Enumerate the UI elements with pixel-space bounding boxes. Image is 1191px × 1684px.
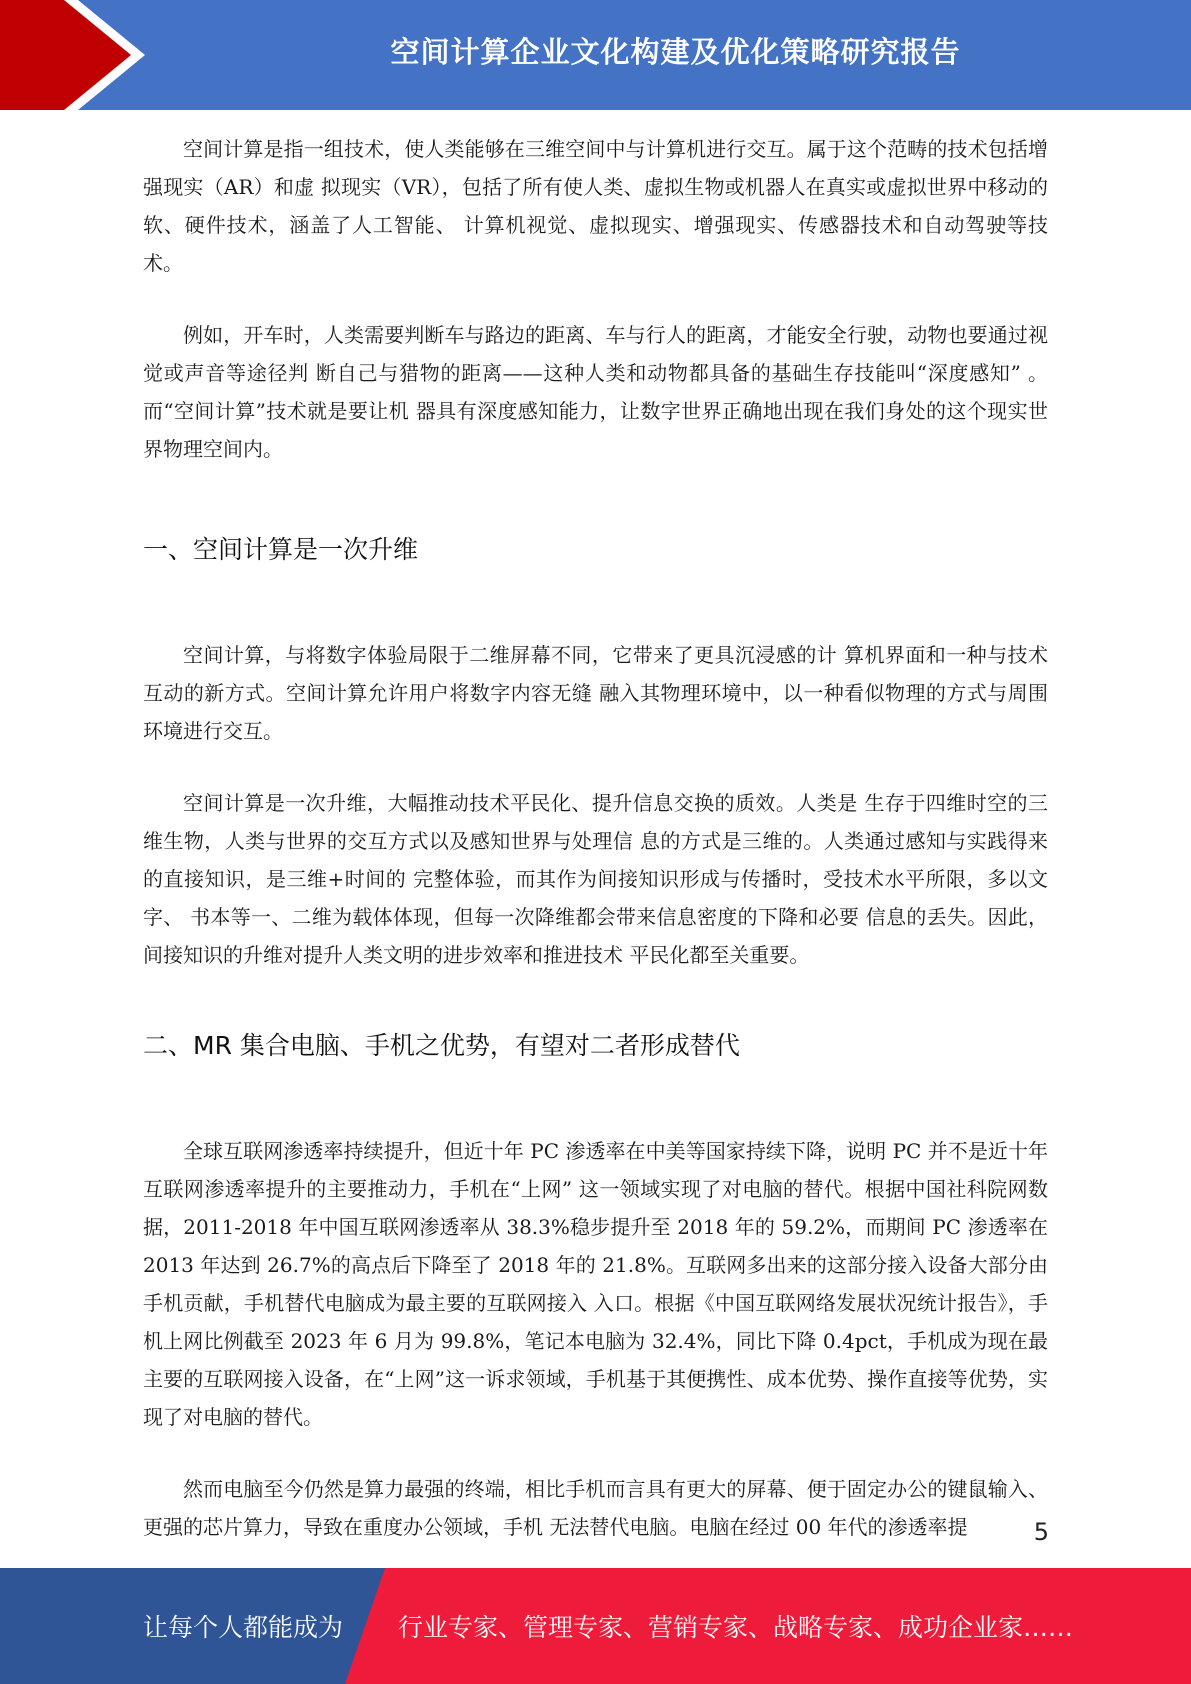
section-heading-1: 一、空间计算是一次升维 [143,535,419,564]
page-number: 5 [1033,1518,1049,1546]
paragraph-2: 例如，开车时，人类需要判断车与路边的距离、车与行人的距离，才能安全行驶，动物也要通过视觉或声音等途径判 断自己与猎物的距离——这种人类和动物都具备的基础生存技能叫“深度感知” 。而“空间计算”技术就是要让机 器具有深度感知能力，让数字世界正确地出现在我们身处的这个现实世界物理空间内。 [143,323,1048,461]
footer-slogan-left: 让每个人都能成为 [143,1613,344,1642]
paragraph-3: 空间计算，与将数字体验局限于二维屏幕不同，它带来了更具沉浸感的计 算机界面和一种与技术互动的新方式。空间计算允许用户将数字内容无缝 融入其物理环境中，以一种看似物理的方式与周围环境进行交互。 [143,643,1048,743]
page-footer [0,1568,1191,1684]
header-arrow-icon [0,0,170,110]
section-heading-2: 二、MR 集合电脑、手机之优势，有望对二者形成替代 [143,1031,740,1060]
footer-slogan-right: 行业专家、管理专家、营销专家、战略专家、成功企业家…… [398,1613,1074,1642]
paragraph-5: 全球互联网渗透率持续提升，但近十年 PC 渗透率在中美等国家持续下降，说明 PC 并不是近十年互联网渗透率提升的主要推动力，手机在“上网” 这一领域实现了对电脑的替代。根据中国社科院网数据，2011-2018 年中国互联网渗透率从 38.3%稳步提升至 2018 年的 59.2%，而期间 PC 渗透率在 2013 年达到 26.7%的高点后下降至了 2018 年的 21.8%。互联网多出来的这部分接入设备大部分由手机贡献，手机替代电脑成为最主要的互联网接入 入口。根据《中国互联网络发展状况统计报告》，手机上网比例截至 2023 年 6 月为 99.8%，笔记本电脑为 32.4%，同比下降 0.4pct，手机成为现在最 主要的互联网接入设备，在“上网”这一诉求领域，手机基于其便携性、成本优势、操作直接等优势，实现了对电脑的替代。 [143,1139,1048,1429]
document-body [143,130,1048,1546]
document-title: 空间计算企业文化构建及优化策略研究报告 [390,34,961,69]
page-header [0,0,1191,110]
paragraph-1: 空间计算是指一组技术，使人类能够在三维空间中与计算机进行交互。属于这个范畴的技术包括增强现实（AR）和虚 拟现实（VR），包括了所有使人类、虚拟生物或机器人在真实或虚拟世界中移动的软、硬件技术，涵盖了人工智能、 计算机视觉、虚拟现实、增强现实、传感器技术和自动驾驶等技术。 [143,137,1048,275]
paragraph-4: 空间计算是一次升维，大幅推动技术平民化、提升信息交换的质效。人类是 生存于四维时空的三维生物，人类与世界的交互方式以及感知世界与处理信 息的方式是三维的。人类通过感知与实践得来的直接知识，是三维+时间的 完整体验，而其作为间接知识形成与传播时，受技术水平所限，多以文字、 书本等一、二维为载体体现，但每一次降维都会带来信息密度的下降和必要 信息的丢失。因此，间接知识的升维对提升人类文明的进步效率和推进技术 平民化都至关重要。 [143,791,1048,967]
paragraph-6: 然而电脑至今仍然是算力最强的终端，相比手机而言具有更大的屏幕、便于固定办公的键鼠输入、更强的芯片算力，导致在重度办公领域，手机 无法替代电脑。电脑在经过 00 年代的渗透率提 [143,1477,1048,1539]
